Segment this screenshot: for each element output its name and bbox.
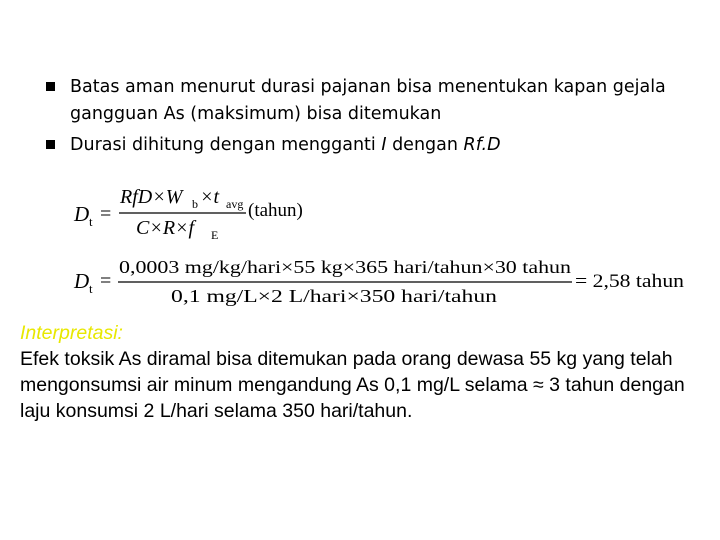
bullet-list bbox=[46, 74, 686, 163]
formula-general-numerator-tail: ×t bbox=[200, 186, 220, 208]
interpretation-body: Efek toksik As diramal bisa ditemukan pada orang dewasa 55 kg yang telah mengonsumsi air minum mengandung As 0,1 mg/L selama ≈ 3 tahun dengan laju konsumsi 2 L/hari selama 350 hari/tahun. bbox=[20, 348, 685, 422]
interpretation-title: Interpretasi: bbox=[20, 322, 123, 344]
bullet-text-prefix: Durasi dihitung dengan mengganti bbox=[70, 135, 382, 155]
bullet-item-duration-safety bbox=[46, 74, 686, 128]
bullet-item-duration-calc bbox=[46, 132, 686, 159]
bullet-text: Batas aman menurut durasi pajanan bisa menentukan kapan gejala gangguan As (maksimum) bisa ditemukan bbox=[70, 77, 666, 124]
interpretation-block bbox=[20, 320, 700, 424]
square-bullet-icon bbox=[46, 82, 55, 91]
bullet-text-middle: dengan bbox=[386, 135, 464, 155]
formula-equals: = bbox=[100, 203, 112, 225]
bullet-italic-i: I bbox=[381, 135, 387, 155]
formula-calc-numerator: 0,0003 mg/kg/hari×55 kg×365 hari/tahun×30 tahun bbox=[119, 257, 571, 277]
formula-general-numerator-tail-sub: avg bbox=[226, 197, 244, 211]
formula-calc-lhs-sub: t bbox=[89, 281, 93, 296]
formula-calc-lhs: D bbox=[74, 269, 90, 293]
formula-general-denominator-sub: E bbox=[211, 228, 219, 242]
bullet-italic-rfd: Rf.D bbox=[463, 135, 501, 155]
formula-lhs-sub: t bbox=[89, 214, 93, 229]
formula-calc-denominator: 0,1 mg/L×2 L/hari×350 hari/tahun bbox=[171, 286, 497, 306]
formula-general-denominator: C×R×f bbox=[136, 217, 195, 239]
formula-general-numerator-sub: b bbox=[192, 197, 198, 211]
formula-lhs: D bbox=[74, 202, 90, 226]
square-bullet-icon bbox=[46, 140, 55, 149]
formula-calc-equals: = bbox=[100, 270, 112, 292]
formula-general-unit: (tahun) bbox=[248, 200, 303, 221]
formula-general-numerator: RfD×W bbox=[120, 186, 183, 208]
duration-formula bbox=[64, 180, 694, 310]
formula-result: = 2,58 tahun bbox=[575, 271, 685, 292]
